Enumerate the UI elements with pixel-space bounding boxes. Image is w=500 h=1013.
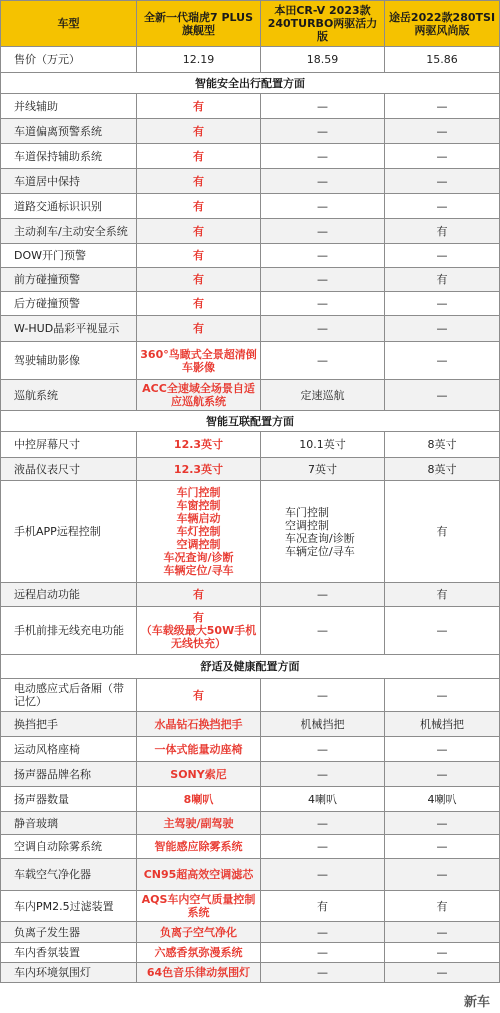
- price-crv: 18.59: [261, 47, 385, 73]
- tiggo7-value: 有: [137, 144, 261, 169]
- feature-label: 道路交通标识识别: [1, 194, 137, 219]
- crv-value: —: [261, 94, 385, 119]
- section-header-row: [1, 73, 500, 94]
- tayron-value: —: [385, 922, 500, 943]
- feature-label: 电动感应式后备厢（带记忆）: [1, 679, 137, 712]
- crv-value: 机械挡把: [261, 712, 385, 737]
- feature-label: 手机前排无线充电功能: [1, 607, 137, 655]
- crv-value: 有: [261, 891, 385, 922]
- crv-value: —: [261, 943, 385, 963]
- feature-label: 驾驶辅助影像: [1, 342, 137, 380]
- crv-value: —: [261, 812, 385, 835]
- price-tayron: 15.86: [385, 47, 500, 73]
- tiggo7-value: 智能感应除雾系统: [137, 835, 261, 859]
- tiggo7-value: 有: [137, 219, 261, 244]
- table-row: [1, 963, 500, 983]
- table-row: [1, 316, 500, 342]
- section-title: 智能安全出行配置方面: [1, 73, 500, 94]
- table-row: [1, 787, 500, 812]
- table-row: [1, 762, 500, 787]
- crv-value: —: [261, 963, 385, 983]
- tiggo7-value: 有: [137, 194, 261, 219]
- crv-value: —: [261, 922, 385, 943]
- table-row: [1, 268, 500, 292]
- table-row: [1, 244, 500, 268]
- table-row: [1, 943, 500, 963]
- header-crv: 本田CR-V 2023款240TURBO两驱活力版: [261, 1, 385, 47]
- section-title: 智能互联配置方面: [1, 411, 500, 432]
- tayron-value: —: [385, 812, 500, 835]
- table-row: [1, 481, 500, 583]
- tiggo7-value: 有: [137, 119, 261, 144]
- tiggo7-value: 有 （车载级最大50W手机无线快充）: [137, 607, 261, 655]
- crv-value: 7英寸: [261, 458, 385, 481]
- crv-value: —: [261, 583, 385, 607]
- tayron-value: —: [385, 119, 500, 144]
- tayron-value: —: [385, 244, 500, 268]
- feature-label: 车内香氛装置: [1, 943, 137, 963]
- crv-value: —: [261, 144, 385, 169]
- tiggo7-value: 一体式能量动座椅: [137, 737, 261, 762]
- table-row: [1, 922, 500, 943]
- tayron-value: 4喇叭: [385, 787, 500, 812]
- tiggo7-value: CN95超高效空调滤芯: [137, 859, 261, 891]
- feature-label: 静音玻璃: [1, 812, 137, 835]
- table-row: [1, 458, 500, 481]
- tayron-value: 有: [385, 583, 500, 607]
- feature-label: W-HUD晶彩平视显示: [1, 316, 137, 342]
- table-row: [1, 835, 500, 859]
- tiggo7-value: 有: [137, 679, 261, 712]
- crv-value: 车门控制 空调控制 车况查询/诊断 车辆定位/寻车: [261, 481, 385, 583]
- tayron-value: —: [385, 607, 500, 655]
- tiggo7-value: 水晶钻石换挡把手: [137, 712, 261, 737]
- tayron-value: —: [385, 94, 500, 119]
- tiggo7-value: 有: [137, 169, 261, 194]
- tayron-value: —: [385, 380, 500, 411]
- feature-label: 运动风格座椅: [1, 737, 137, 762]
- tiggo7-value: 车门控制 车窗控制 车辆启动 车灯控制 空调控制 车况查询/诊断 车辆定位/寻车: [137, 481, 261, 583]
- feature-label: 换挡把手: [1, 712, 137, 737]
- tayron-value: —: [385, 762, 500, 787]
- tiggo7-value: 12.3英寸: [137, 432, 261, 458]
- section-header-row: [1, 411, 500, 432]
- crv-value: —: [261, 835, 385, 859]
- tayron-value: —: [385, 342, 500, 380]
- tiggo7-value: ACC全速域全场景自适应巡航系统: [137, 380, 261, 411]
- feature-label: 负离子发生器: [1, 922, 137, 943]
- tiggo7-value: 12.3英寸: [137, 458, 261, 481]
- tayron-value: —: [385, 194, 500, 219]
- crv-value: 定速巡航: [261, 380, 385, 411]
- section-header-row: [1, 655, 500, 679]
- header-model-label: 车型: [1, 1, 137, 47]
- price-tiggo7: 12.19: [137, 47, 261, 73]
- crv-value: —: [261, 219, 385, 244]
- tayron-value: 有: [385, 219, 500, 244]
- crv-value: —: [261, 679, 385, 712]
- table-row: [1, 679, 500, 712]
- tiggo7-value: 有: [137, 316, 261, 342]
- table-row: [1, 292, 500, 316]
- table-row: [1, 583, 500, 607]
- table-row: [1, 119, 500, 144]
- crv-value: —: [261, 762, 385, 787]
- table-row: [1, 737, 500, 762]
- tayron-value: —: [385, 316, 500, 342]
- feature-label: 中控屏幕尺寸: [1, 432, 137, 458]
- tiggo7-value: AQS车内空气质量控制系统: [137, 891, 261, 922]
- tiggo7-value: 有: [137, 94, 261, 119]
- tiggo7-value: 有: [137, 292, 261, 316]
- feature-label: 扬声器品牌名称: [1, 762, 137, 787]
- tayron-value: 8英寸: [385, 458, 500, 481]
- feature-label: 前方碰撞预警: [1, 268, 137, 292]
- tiggo7-value: SONY索尼: [137, 762, 261, 787]
- price-label: 售价（万元）: [1, 47, 137, 73]
- watermark-text: 新车: [462, 991, 492, 1010]
- tiggo7-value: 有: [137, 583, 261, 607]
- crv-value: —: [261, 607, 385, 655]
- feature-label: 车内PM2.5过滤装置: [1, 891, 137, 922]
- tayron-value: —: [385, 943, 500, 963]
- feature-label: 扬声器数量: [1, 787, 137, 812]
- tayron-value: 有: [385, 891, 500, 922]
- tayron-value: —: [385, 169, 500, 194]
- crv-value: —: [261, 244, 385, 268]
- table-row: [1, 607, 500, 655]
- header-tayron: 途岳2022款280TSI两驱风尚版: [385, 1, 500, 47]
- feature-label: 巡航系统: [1, 380, 137, 411]
- section-title: 舒适及健康配置方面: [1, 655, 500, 679]
- tiggo7-value: 8喇叭: [137, 787, 261, 812]
- table-row: [1, 812, 500, 835]
- tayron-value: —: [385, 835, 500, 859]
- tiggo7-value: 六感香氛弥漫系统: [137, 943, 261, 963]
- feature-label: 车道居中保持: [1, 169, 137, 194]
- feature-label: 车道保持辅助系统: [1, 144, 137, 169]
- crv-value: —: [261, 316, 385, 342]
- feature-label: 液晶仪表尺寸: [1, 458, 137, 481]
- feature-label: 并线辅助: [1, 94, 137, 119]
- crv-value: 10.1英寸: [261, 432, 385, 458]
- table-row: [1, 342, 500, 380]
- tayron-value: —: [385, 679, 500, 712]
- crv-value: —: [261, 737, 385, 762]
- feature-label: 手机APP远程控制: [1, 481, 137, 583]
- table-row: [1, 891, 500, 922]
- table-row: [1, 194, 500, 219]
- feature-label: 空调自动除雾系统: [1, 835, 137, 859]
- tayron-value: 机械挡把: [385, 712, 500, 737]
- crv-value: —: [261, 194, 385, 219]
- crv-value: —: [261, 292, 385, 316]
- table-row: [1, 94, 500, 119]
- tayron-value: —: [385, 292, 500, 316]
- feature-label: 车道偏离预警系统: [1, 119, 137, 144]
- tayron-value: 8英寸: [385, 432, 500, 458]
- tiggo7-value: 有: [137, 268, 261, 292]
- header-row: [1, 1, 500, 47]
- tiggo7-value: 负离子空气净化: [137, 922, 261, 943]
- feature-label: 远程启动功能: [1, 583, 137, 607]
- price-row: [1, 47, 500, 73]
- crv-value: —: [261, 859, 385, 891]
- feature-label: 车内环境氛围灯: [1, 963, 137, 983]
- tayron-value: —: [385, 963, 500, 983]
- feature-label: 主动刹车/主动安全系统: [1, 219, 137, 244]
- header-tiggo7: 全新一代瑞虎7 PLUS旗舰型: [137, 1, 261, 47]
- tiggo7-value: 64色音乐律动氛围灯: [137, 963, 261, 983]
- tiggo7-value: 主驾驶/副驾驶: [137, 812, 261, 835]
- feature-label: 后方碰撞预警: [1, 292, 137, 316]
- tayron-value: —: [385, 144, 500, 169]
- table-row: [1, 219, 500, 244]
- table-row: [1, 432, 500, 458]
- crv-value: —: [261, 268, 385, 292]
- tayron-value: —: [385, 859, 500, 891]
- table-row: [1, 712, 500, 737]
- table-row: [1, 859, 500, 891]
- tiggo7-value: 360°鸟瞰式全景超清倒车影像: [137, 342, 261, 380]
- crv-value: 4喇叭: [261, 787, 385, 812]
- crv-value: —: [261, 342, 385, 380]
- crv-value: —: [261, 119, 385, 144]
- tayron-value: 有: [385, 268, 500, 292]
- table-row: [1, 144, 500, 169]
- feature-label: 车载空气净化器: [1, 859, 137, 891]
- table-row: [1, 380, 500, 411]
- tiggo7-value: 有: [137, 244, 261, 268]
- tayron-value: 有: [385, 481, 500, 583]
- crv-value: —: [261, 169, 385, 194]
- tayron-value: —: [385, 737, 500, 762]
- feature-label: DOW开门预警: [1, 244, 137, 268]
- table-row: [1, 169, 500, 194]
